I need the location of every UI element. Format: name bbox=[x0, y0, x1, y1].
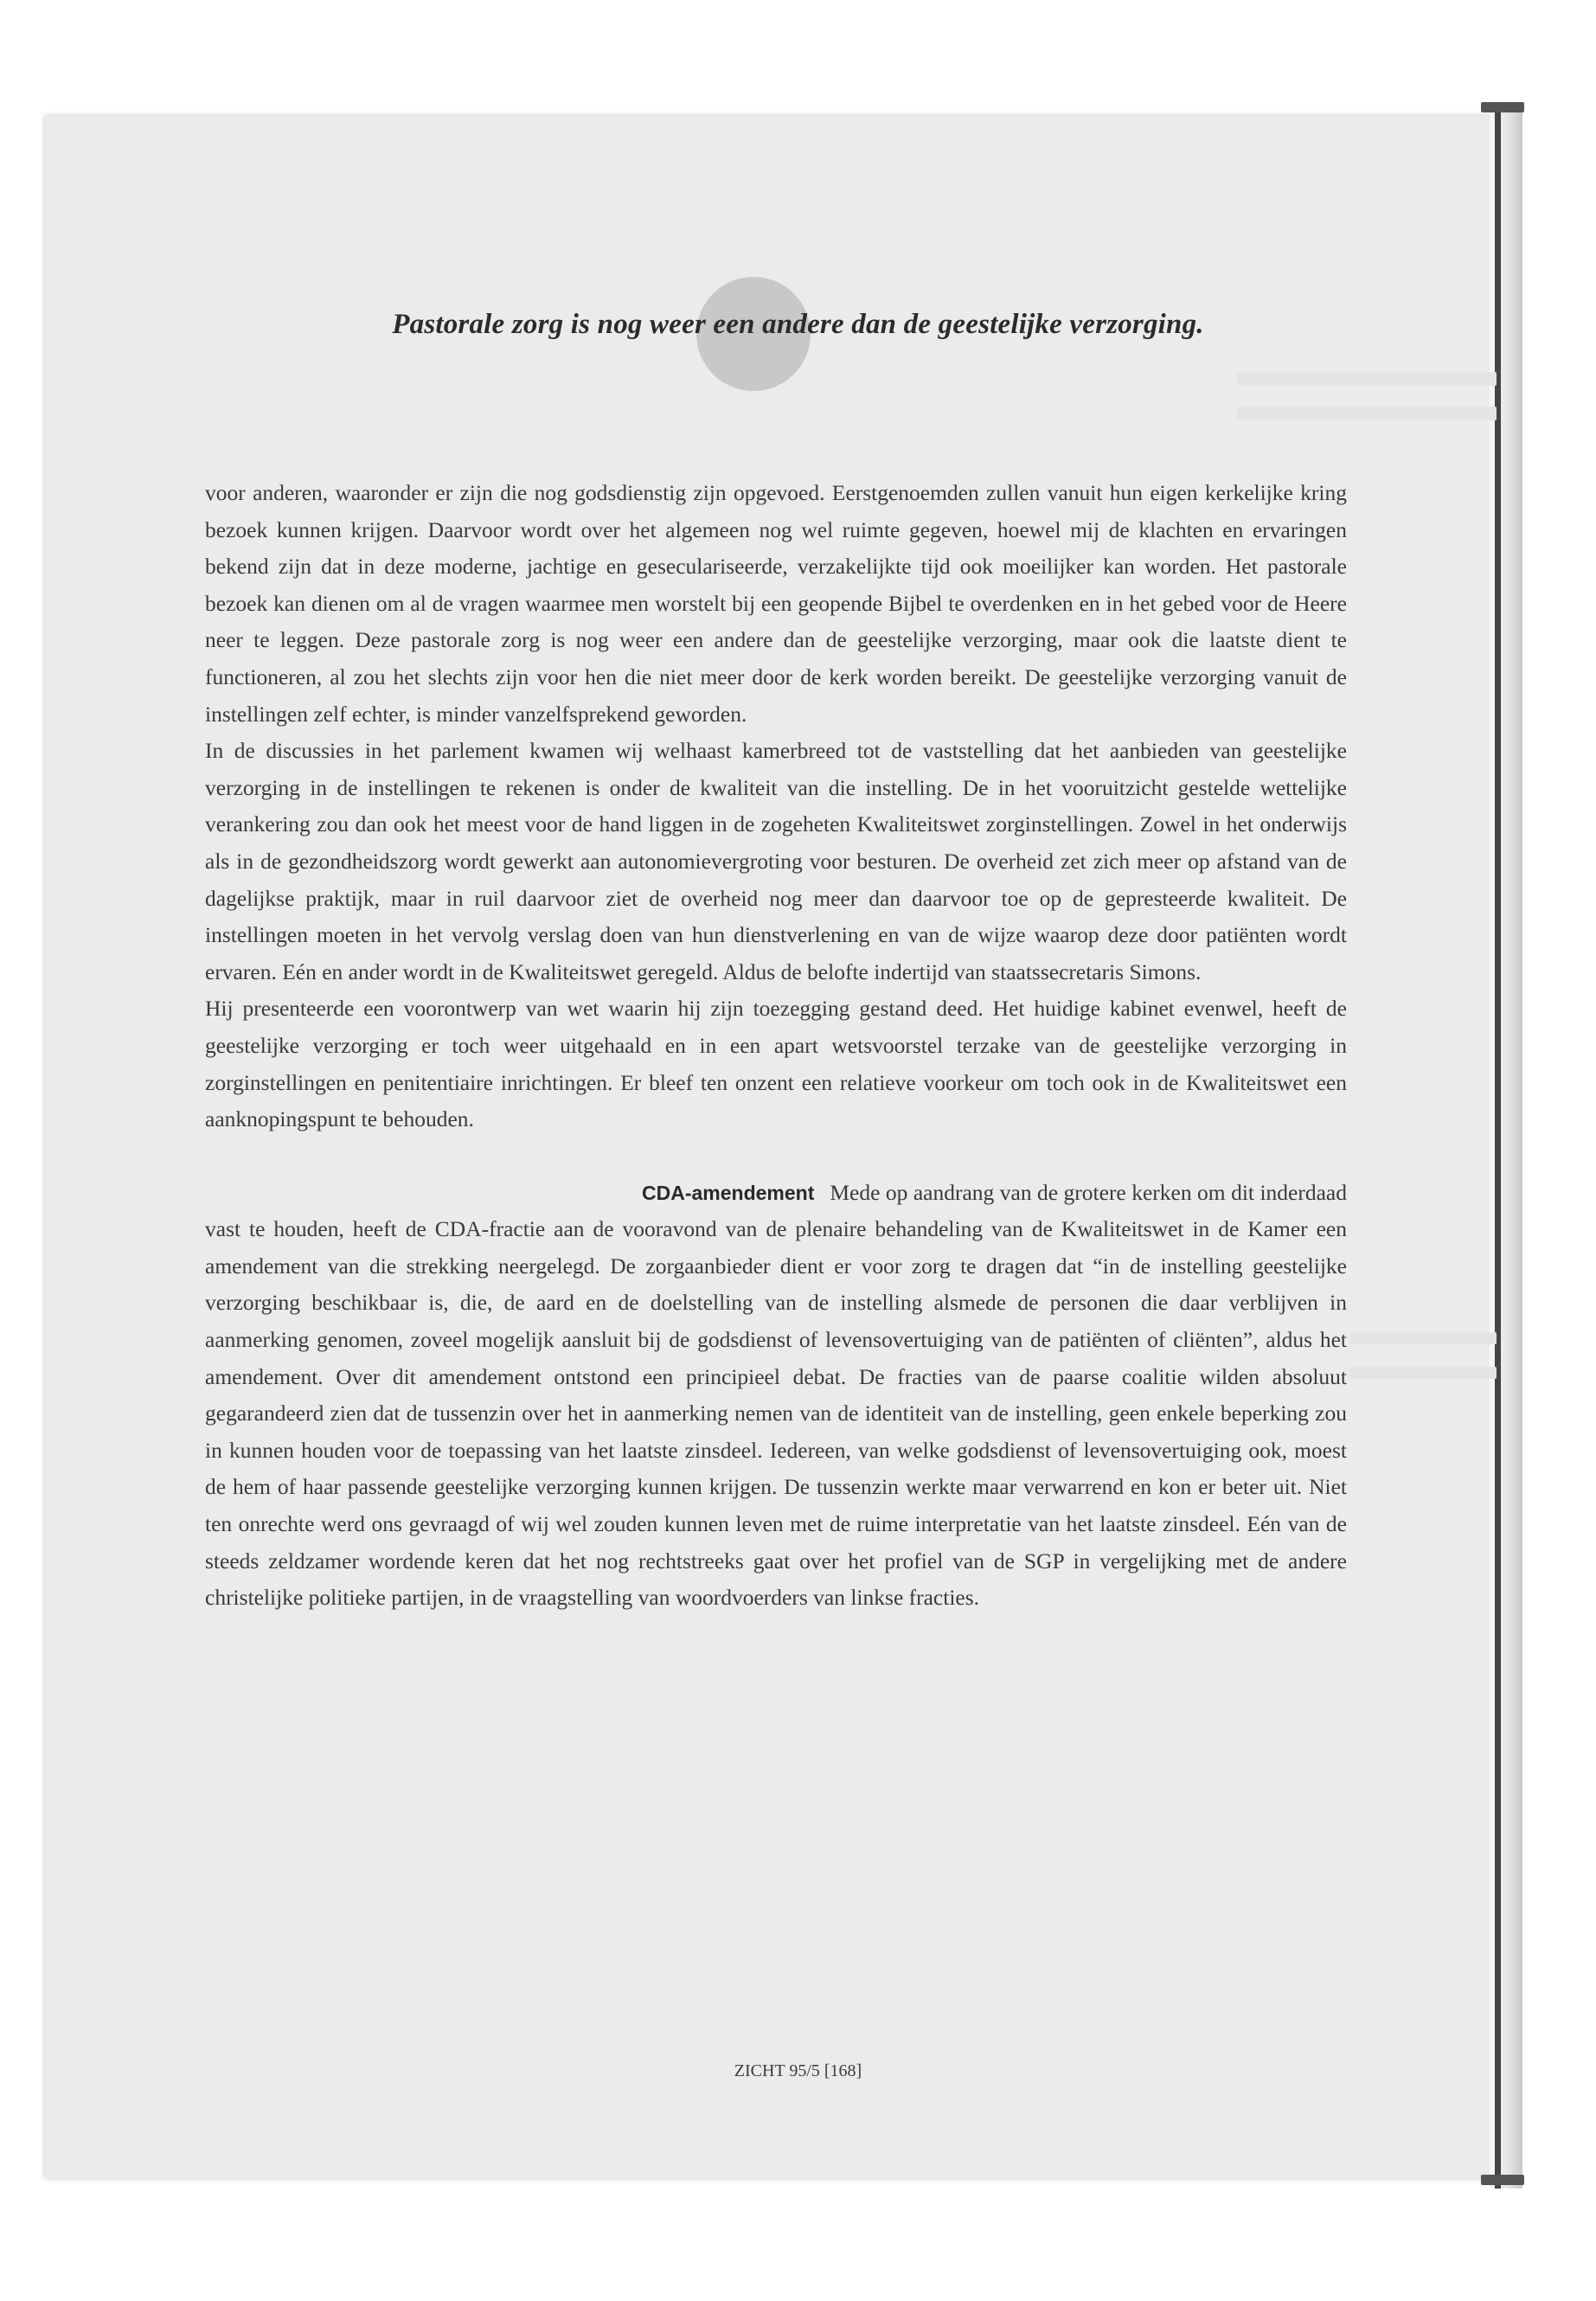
show-through-line bbox=[1237, 407, 1497, 420]
pull-quote: Pastorale zorg is nog weer een andere dan de geestelijke verzorging. bbox=[392, 309, 1204, 340]
page-footer: ZICHT 95/5 [168] bbox=[734, 2061, 862, 2080]
paragraph: In de discussies in het parlement kwamen wij welhaast kamerbreed tot de vaststelling dat het aanbieden van geestelijke verzorging in de instellingen te rekenen is onder de kwaliteit van die instelling. De in het vooruitzicht gestelde wettelijke verankering zou dan ook het meest voor de hand liggen in de zogeheten Kwaliteitswet zorginstellingen. Zowel in het onderwijs als in de gezondheidszorg wordt gewerkt aan autonomievergroting voor besturen. De overheid zet zich meer op afstand van de dagelijkse praktijk, maar in ruil daarvoor ziet de overheid nog meer dan daarvoor toe op de gepresteerde kwaliteit. De instellingen moeten in het vervolg verslag doen van hun dienstverlening en van de wijze waarop deze door patiënten wordt ervaren. Eén en ander wordt in de Kwaliteitswet geregeld. Aldus de belofte indertijd van staatssecretaris Simons. bbox=[205, 738, 1347, 984]
binding-clip-bottom bbox=[1481, 2175, 1524, 2185]
section-paragraph bbox=[205, 1175, 1347, 1617]
section-text: Mede op aandrang van de grotere kerken om dit inderdaad vast te houden, heeft de CDA-fractie aan de vooravond van de plenaire behandeling van de Kwaliteitswet in de Kamer een amendement van die strekking neergelegd. De zorgaanbieder dient er voor zorg te dragen dat “in de instelling geestelijke verzorging beschikbaar is, die, de aard en de doelstelling van de instelling alsmede de personen die daar verblijven in aanmerking genomen, zoveel mogelijk aansluit bij de godsdienst of levensovertuiging van de patiënten of cliënten”, aldus het amendement. Over dit amendement ontstond een principieel debat. De fracties van de paarse coalitie wilden absoluut gegarandeerd zien dat de tussenzin over het in aanmerking nemen van de identiteit van de instelling, geen enkele beperking zou in kunnen houden voor de toepassing van het laatste zinsdeel. Iedereen, van welke godsdienst of levensovertuiging ook, moest de hem of haar passende geestelijke verzorging kunnen krijgen. De tussenzin werkte maar verwarrend en kon er beter uit. Niet ten onrechte werd ons gevraagd of wij wel zouden kunnen leven met de ruime interpretatie van het laatste zinsdeel. Eén van de steeds zeldzamer wordende keren dat het nog rechtstreeks gaat over het profiel van de SGP in vergelijking met de andere christelijke politieke partijen, in de vraagstelling van woordvoerders van linkse fracties. bbox=[205, 1179, 1347, 1611]
article-body bbox=[205, 475, 1347, 1617]
show-through-line bbox=[1349, 1332, 1497, 1344]
section-heading: CDA-amendement bbox=[642, 1181, 815, 1204]
show-through-line bbox=[1237, 372, 1497, 386]
paragraph: voor anderen, waaronder er zijn die nog godsdienstig zijn opgevoed. Eerstgenoemden zullen vanuit hun eigen kerkelijke kring bezoek kunnen krijgen. Daarvoor wordt over het algemeen nog wel ruimte gegeven, hoewel mij de klachten en ervaringen bekend zijn dat in deze moderne, jachtige en geseculariseerde, verzakelijkte tijd ook moeilijker kan worden. Het pastorale bezoek kan dienen om al de vragen waarmee men worstelt bij een geopende Bijbel te overdenken en in het gebed voor de Heere neer te leggen. Deze pastorale zorg is nog weer een andere dan de geestelijke verzorging, maar ook die laatste dient te functioneren, al zou het slechts zijn voor hen die niet meer door de kerk worden bereikt. De geestelijke verzorging vanuit de instellingen zelf echter, is minder vanzelfsprekend geworden. bbox=[205, 480, 1347, 727]
show-through-line bbox=[1349, 1367, 1497, 1379]
paragraph: Hij presenteerde een voorontwerp van wet waarin hij zijn toezegging gestand deed. Het huidige kabinet evenwel, heeft de geestelijke verzorging er toch weer uitgehaald en in een apart wetsvoorstel terzake van de geestelijke verzorging in zorginstellingen en penitentiaire inrichtingen. Er bleef ten onzent een relatieve voorkeur om toch ook in de Kwaliteitswet een aanknopingspunt te behouden. bbox=[205, 996, 1347, 1132]
binding-clip-top bbox=[1481, 102, 1524, 112]
